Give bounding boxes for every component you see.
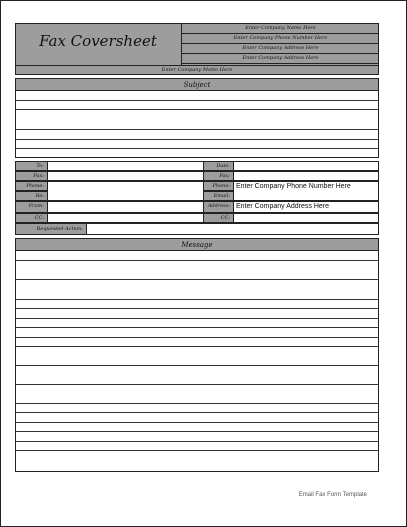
field-value-cc[interactable] xyxy=(47,213,204,223)
field-label-fax-2: Fax: xyxy=(203,171,234,181)
subject-lines[interactable] xyxy=(15,91,379,158)
message-line xyxy=(16,308,378,309)
message-line xyxy=(16,260,378,261)
message-lines[interactable] xyxy=(15,251,379,472)
message-line xyxy=(16,318,378,319)
subject-line xyxy=(16,148,378,149)
footer-watermark: Email Fax Form Template xyxy=(298,492,367,498)
field-label-cc: CC: xyxy=(15,213,48,223)
field-label-fax: Fax: xyxy=(15,171,48,181)
field-label-re: Re: xyxy=(15,191,48,201)
field-value-cc-2[interactable] xyxy=(233,213,379,223)
company-address-line[interactable]: Enter Company Address Here xyxy=(182,43,379,54)
message-line xyxy=(16,279,378,280)
message-line xyxy=(16,327,378,328)
field-label-email: Email: xyxy=(203,191,234,201)
field-value-from[interactable] xyxy=(47,201,204,213)
message-line xyxy=(16,346,378,347)
company-motto[interactable]: Enter Company Motto Here xyxy=(15,65,379,75)
message-line xyxy=(16,337,378,338)
message-line xyxy=(16,450,378,451)
message-line xyxy=(16,412,378,413)
company-name-line[interactable]: Enter Company Name Here xyxy=(182,23,379,34)
requested-action-label: Requested Action: xyxy=(15,223,87,235)
field-value-date[interactable] xyxy=(233,161,379,171)
field-label-address: Address: xyxy=(203,201,234,213)
page-title: Fax Coversheet xyxy=(39,32,157,50)
field-label-phone-2: Phone: xyxy=(203,181,234,191)
subject-line xyxy=(16,139,378,140)
field-value-phone-2[interactable]: Enter Company Phone Number Here xyxy=(233,181,379,201)
message-line xyxy=(16,441,378,442)
message-line xyxy=(16,365,378,366)
requested-action-value[interactable] xyxy=(86,223,379,235)
field-label-from: From: xyxy=(15,201,48,213)
message-line xyxy=(16,403,378,404)
message-header: Message xyxy=(15,238,379,251)
subject-line xyxy=(16,100,378,101)
field-label-date: Date: xyxy=(203,161,234,171)
company-address-line-2[interactable]: Enter Company Address Here xyxy=(182,53,379,64)
subject-line xyxy=(16,129,378,130)
company-phone-line[interactable]: Enter Company Phone Number Here xyxy=(182,33,379,44)
field-value-to[interactable] xyxy=(47,161,204,171)
field-value-fax[interactable] xyxy=(47,171,204,181)
field-label-phone: Phone: xyxy=(15,181,48,191)
subject-header: Subject xyxy=(15,78,379,91)
message-line xyxy=(16,431,378,432)
field-value-phone[interactable] xyxy=(47,181,204,201)
field-value-address[interactable]: Enter Company Address Here xyxy=(233,201,379,213)
field-label-to: To: xyxy=(15,161,48,171)
subject-line xyxy=(16,109,378,110)
field-label-cc-2: CC: xyxy=(203,213,234,223)
title-box xyxy=(15,23,182,65)
field-value-fax-2[interactable] xyxy=(233,171,379,181)
message-line xyxy=(16,422,378,423)
message-line xyxy=(16,299,378,300)
message-line xyxy=(16,384,378,385)
